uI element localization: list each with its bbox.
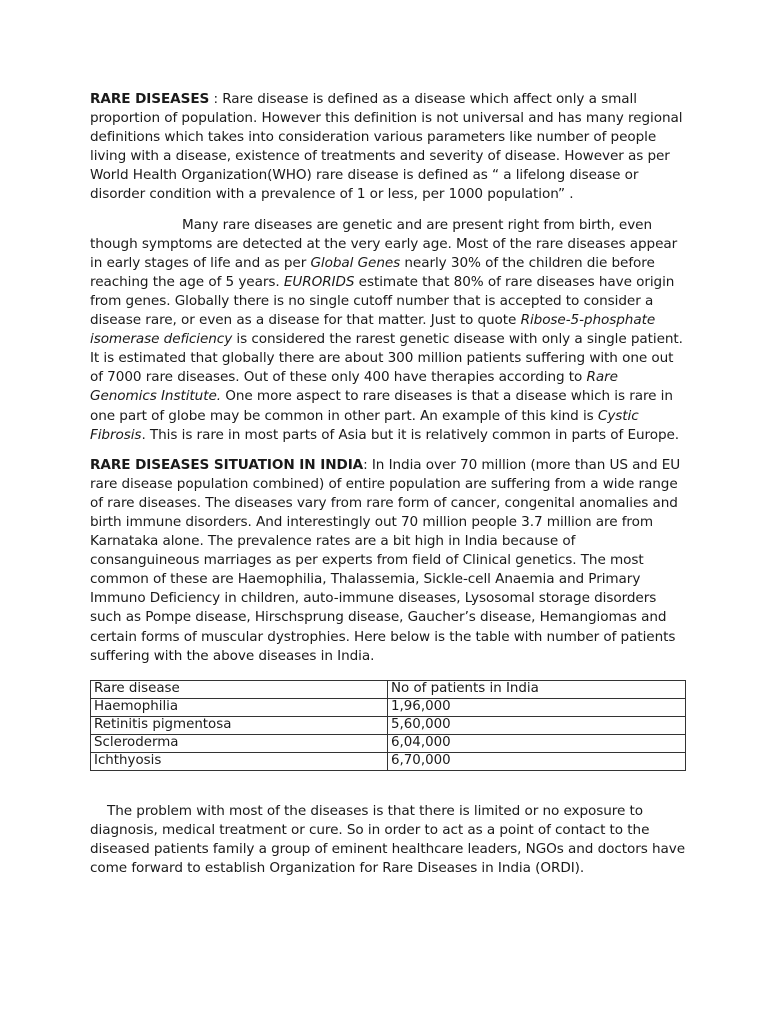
italic-cystic-fibrosis: Cystic Fibrosis: [90, 407, 639, 443]
paragraph-ordi: The problem with most of the diseases is that there is limited or no exposure to diagnosis, medical treatment or cure. So in order to act as a point of contact to the diseased patients family a group of eminent healthcare leaders, NGOs and doctors have come forward to establish Organization for Rare Diseases in India (ORDI).: [90, 802, 686, 876]
table-cell-disease: Ichthyosis: [91, 752, 388, 770]
table-cell-disease: Retinitis pigmentosa: [91, 716, 388, 734]
paragraph-india-situation-text: : In India over 70 million (more than US and EU rare disease population combined) of entire population are suffering from a wide range of rare diseases. The diseases vary from rare form of cancer, congenital anomalies and birth immune disorders. And interestingly out 70 million people 3.7 million are from Karnataka alone. The prevalence rates are a bit high in India because of consanguineous marriages as per experts from field of Clinical genetics. The most common of these are Haemophilia, Thalassemia, Sickle-cell Anaemia and Primary Immuno Deficiency in children, auto-immune diseases, Lysosomal storage disorders such as Pompe disease, Hirschsprung disease, Gaucher’s disease, Hemangiomas and certain forms of muscular dystrophies. Here below is the table with number of patients suffering with the above diseases in India.: [90, 456, 681, 664]
table-header-cell: No of patients in India: [388, 680, 686, 698]
italic-global-genes: Global Genes: [310, 254, 401, 271]
table-cell-disease: Scleroderma: [91, 734, 388, 752]
heading-rare-diseases: RARE DISEASES: [90, 91, 210, 107]
italic-ribose-deficiency: Ribose-5-phosphate isomerase deficiency: [90, 312, 656, 348]
paragraph-india-situation: [90, 456, 688, 666]
table-cell-patients: 1,96,000: [388, 698, 686, 716]
table-cell-patients: 6,04,000: [388, 734, 686, 752]
heading-india-situation: RARE DISEASES SITUATION IN INDIA: [90, 456, 364, 473]
table-row: [91, 752, 686, 770]
table-row: [91, 698, 686, 716]
paragraph-genetic-origin: [90, 216, 688, 445]
text-run: estimate that 80% of rare diseases have origin from genes. Globally there is no single cutoff number that is accepted to consider a disease rare, or even as a disease for that matter. Just to quote: [90, 273, 675, 329]
document-page: [90, 90, 688, 878]
text-run: is considered the rarest genetic disease with only a single patient. It is estimated that globally there are about 300 million patients suffering with one out of 7000 rare diseases. Out of these only 400 have therapies according to: [90, 331, 683, 386]
text-run: Many rare diseases are genetic and are present right from birth, even though symptoms are detected at the very early age. Most of the rare diseases appear in early stages of life and as per: [90, 216, 678, 271]
patients-table: [90, 680, 686, 771]
text-run: . This is rare in most parts of Asia but it is relatively common in parts of Europe.: [141, 426, 680, 443]
table-cell-patients: 6,70,000: [388, 752, 686, 770]
table-header-row: [91, 680, 686, 698]
table-header-cell: Rare disease: [91, 680, 388, 698]
text-run: One more aspect to rare diseases is that a disease which is rare in one part of globe may be common in other part. An example of this kind is: [90, 388, 673, 424]
italic-eurorids: EURORIDS: [283, 273, 355, 290]
italic-rare-genomics-institute: Rare Genomics Institute.: [90, 369, 618, 405]
text-run: nearly 30% of the children die before reaching the age of 5 years.: [90, 254, 655, 290]
table-row: [91, 716, 686, 734]
paragraph-rare-diseases-text: : Rare disease is defined as a disease which affect only a small proportion of population. However this definition is not universal and has many regional definitions which takes into consideration various parameters like number of people living with a disease, existence of treatments and severity of disease. However as per World Health Organization(WHO) rare disease is defined as “ a lifelong disease or disorder condition with a prevalence of 1 or less, per 1000 population” .: [90, 91, 683, 203]
table-cell-disease: Haemophilia: [91, 698, 388, 716]
table-row: [91, 734, 686, 752]
table-cell-patients: 5,60,000: [388, 716, 686, 734]
paragraph-rare-diseases: [90, 90, 688, 205]
